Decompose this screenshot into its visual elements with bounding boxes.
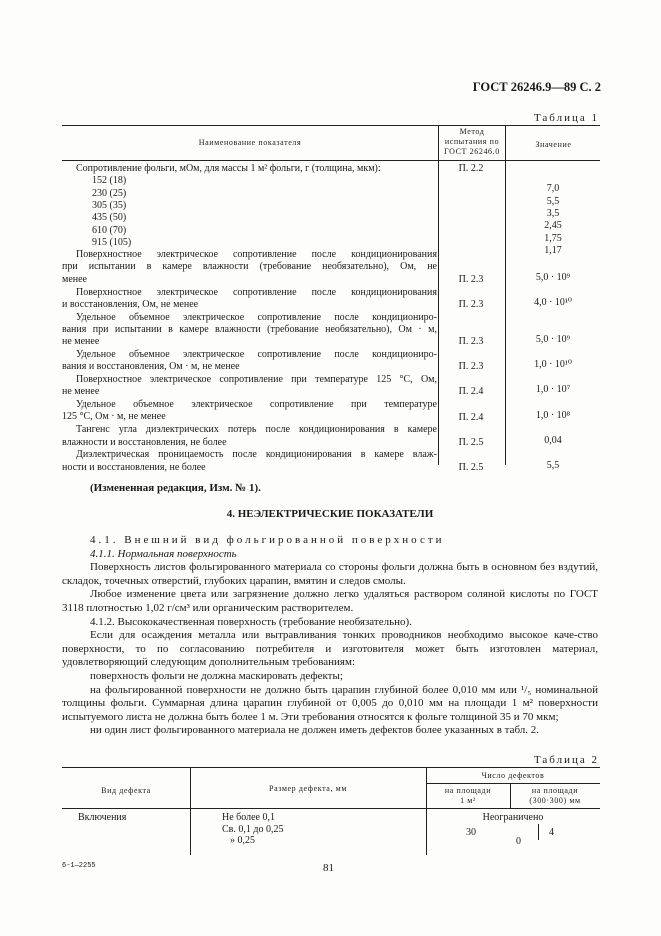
table1-row-value: 1,0 · 10⁷	[535, 384, 571, 396]
table2-header-border	[62, 808, 600, 809]
table1-col-name: Наименование показателя	[198, 138, 302, 147]
table1-row-text: 915 (105)	[92, 236, 132, 248]
paragraph-5: поверхность фольги не должна маскировать дефекты;	[90, 669, 343, 682]
table1-col-method: Метод испытания по ГОСТ 26246.0	[444, 127, 500, 156]
table1-row-method: П. 2.3	[458, 273, 484, 285]
table1-row-text: 610 (70)	[92, 224, 127, 236]
table1-row-value: 5,5	[546, 195, 560, 207]
amendment-note: (Измененная редакция, Изм. № 1).	[90, 482, 261, 494]
table1-row-text: Поверхностное электрическое сопротивление при температуре 125 °С, Ом, не менее	[62, 374, 437, 398]
table1-row-method: П. 2.5	[458, 461, 484, 473]
table1-row-value: 1,17	[544, 244, 562, 256]
table2-sizes: Не более 0,1 Св. 0,1 до 0,25 » 0,25	[222, 812, 284, 846]
table1-row-value: 4,0 · 10¹⁰	[534, 296, 572, 308]
table2-top-border	[62, 767, 600, 768]
table1-row-value: 7,0	[546, 183, 560, 195]
table1-row-text: Удельное объемное электрическое сопротивление при температуре 125 °С, Ом · м, не менее	[62, 399, 437, 423]
table2-count-a: 30	[466, 827, 476, 838]
table1-row-value: 1,75	[544, 232, 562, 244]
table1-row-method: П. 2.3	[458, 361, 484, 373]
table1-row-value: 0,04	[544, 434, 562, 446]
table1-row-text: 230 (25)	[92, 187, 127, 199]
paragraph-1: Поверхность листов фольгированного материала со стороны фольги должна быть в основном без вздутий, складок, точечных отверстий, глубоких царапин, вмятин и следов смолы.	[62, 561, 598, 587]
table1-row-text: Удельное объемное электрическое сопротивление после кондициониро- вания и восстановления, Ом · м, не менее	[62, 349, 437, 373]
table1-col-divider-1	[438, 125, 439, 465]
paragraph-6: на фольгированной поверхности не должно быть царапин глубиной более 0,010 мм или ¹/₅ номинальной толщины фольги. Суммарная длина царапин глубиной от 0,005 до 0,010 мм на площади 1 м² поверхности испытуемого листа не должна быть более 1 м. Эти требования относятся к фольге толщиной 35 и 70 мкм;	[62, 683, 598, 723]
section-body	[62, 534, 598, 738]
table1-row-text: Поверхностное электрическое сопротивление после кондиционирования и восстановления, Ом, не менее	[62, 286, 437, 310]
table2-count-unlimited: Неограничено	[482, 812, 544, 823]
page-number: 81	[323, 862, 334, 874]
table1-row-text: 152 (18)	[92, 175, 127, 187]
table1-row-text: Удельное объемное электрическое сопротивление после кондициониро- вания при испытании в камере влажности (требование необязательно), Ом · м, не менее	[62, 311, 437, 348]
table1-row-method: П. 2.2	[458, 163, 484, 174]
table1-row-method: П. 2.3	[458, 336, 484, 348]
table1-header-border	[62, 160, 600, 161]
table1-row-value: 2,45	[544, 220, 562, 232]
table1-row-text: 435 (50)	[92, 212, 127, 224]
table2-col-size: Размер дефекта, мм	[269, 784, 347, 793]
table1-row-text: Поверхностное электрическое сопротивление после кондиционирования при испытании в камере влажности (требование необязательно), Ом, не менее	[62, 249, 437, 285]
table1-top-border	[62, 125, 600, 126]
clause-4-1: 4.1. Внешний вид фольгированной поверхности	[90, 534, 445, 546]
table1-row-text: Диэлектрическая проницаемость после кондиционирования в камере влаж- ности и восстановления, не более	[62, 449, 437, 473]
table1-row-value: 3,5	[546, 207, 560, 219]
footer-code: 6-1—2255	[62, 862, 96, 870]
clause-4-1-1: 4.1.1. Нормальная поверхность	[90, 547, 237, 560]
table2-caption: Таблица 2	[533, 754, 599, 766]
paragraph-4: Если для осаждения металла или вытравливания тонких проводников необходимо высокое каче-ство поверхности, то по согласованию потребителя и изготовителя может быть изготовлен материал, удовлетворяющий следующим дополнительным требованиям:	[62, 629, 598, 669]
table2-defect-name: Включения	[78, 812, 127, 823]
table1-row-text: Тангенс угла диэлектрических потерь после кондиционирования в камере влажности и восстановления, не более	[62, 424, 437, 448]
table2-col-area1: на площади 1 м²	[444, 786, 492, 805]
paragraph-2: Любое изменение цвета или загрязнение должно легко удаляться раствором соляной кислоты по ГОСТ 3118 плотностью 1,02 г/см³ или органическим растворителем.	[62, 588, 598, 614]
table1-col-value: Значение	[535, 140, 572, 149]
table2-sub-divider	[538, 824, 539, 840]
table2-col-count: Число дефектов	[481, 771, 545, 780]
table2-count-b: 4	[549, 827, 554, 838]
table1-row-text: 305 (35)	[92, 199, 127, 211]
table1-row-method: П. 2.4	[458, 386, 484, 398]
table1-row-value: 5,0 · 10⁹	[535, 271, 571, 283]
page-header: ГОСТ 26246.9—89 С. 2	[472, 80, 601, 94]
paragraph-7: ни один лист фольгированного материала не должен иметь дефектов более указанных в табл. 2.	[90, 724, 540, 737]
table1-row-value: 1,0 · 10⁸	[535, 409, 571, 421]
table2-col-defect: Вид дефекта	[101, 786, 151, 795]
table1-row-method: П. 2.5	[458, 436, 484, 448]
table1-row-value: 5,5	[546, 459, 560, 471]
table1-row-value: 1,0 · 10¹⁰	[534, 359, 572, 371]
table1-row-value: 5,0 · 10⁹	[535, 334, 571, 346]
table2-count-c: 0	[516, 836, 521, 847]
table1-row-method: П. 2.3	[458, 298, 484, 310]
table2-col-divider-2	[426, 767, 427, 855]
table2-count-divider	[426, 783, 600, 784]
table1-row-method: П. 2.4	[458, 411, 484, 423]
table2-col-area2: на площади (300·300) мм	[529, 786, 581, 805]
table1-caption: Таблица 1	[533, 112, 599, 124]
section-title: 4. НЕЭЛЕКТРИЧЕСКИЕ ПОКАЗАТЕЛИ	[226, 508, 434, 520]
table2-col-divider-1	[190, 767, 191, 855]
clause-4-1-2: 4.1.2. Высококачественная поверхность (требование необязательно).	[90, 615, 412, 628]
table1-row-text: Сопротивление фольги, мОм, для массы 1 м² фольги, г (толщина, мкм):	[76, 163, 381, 174]
